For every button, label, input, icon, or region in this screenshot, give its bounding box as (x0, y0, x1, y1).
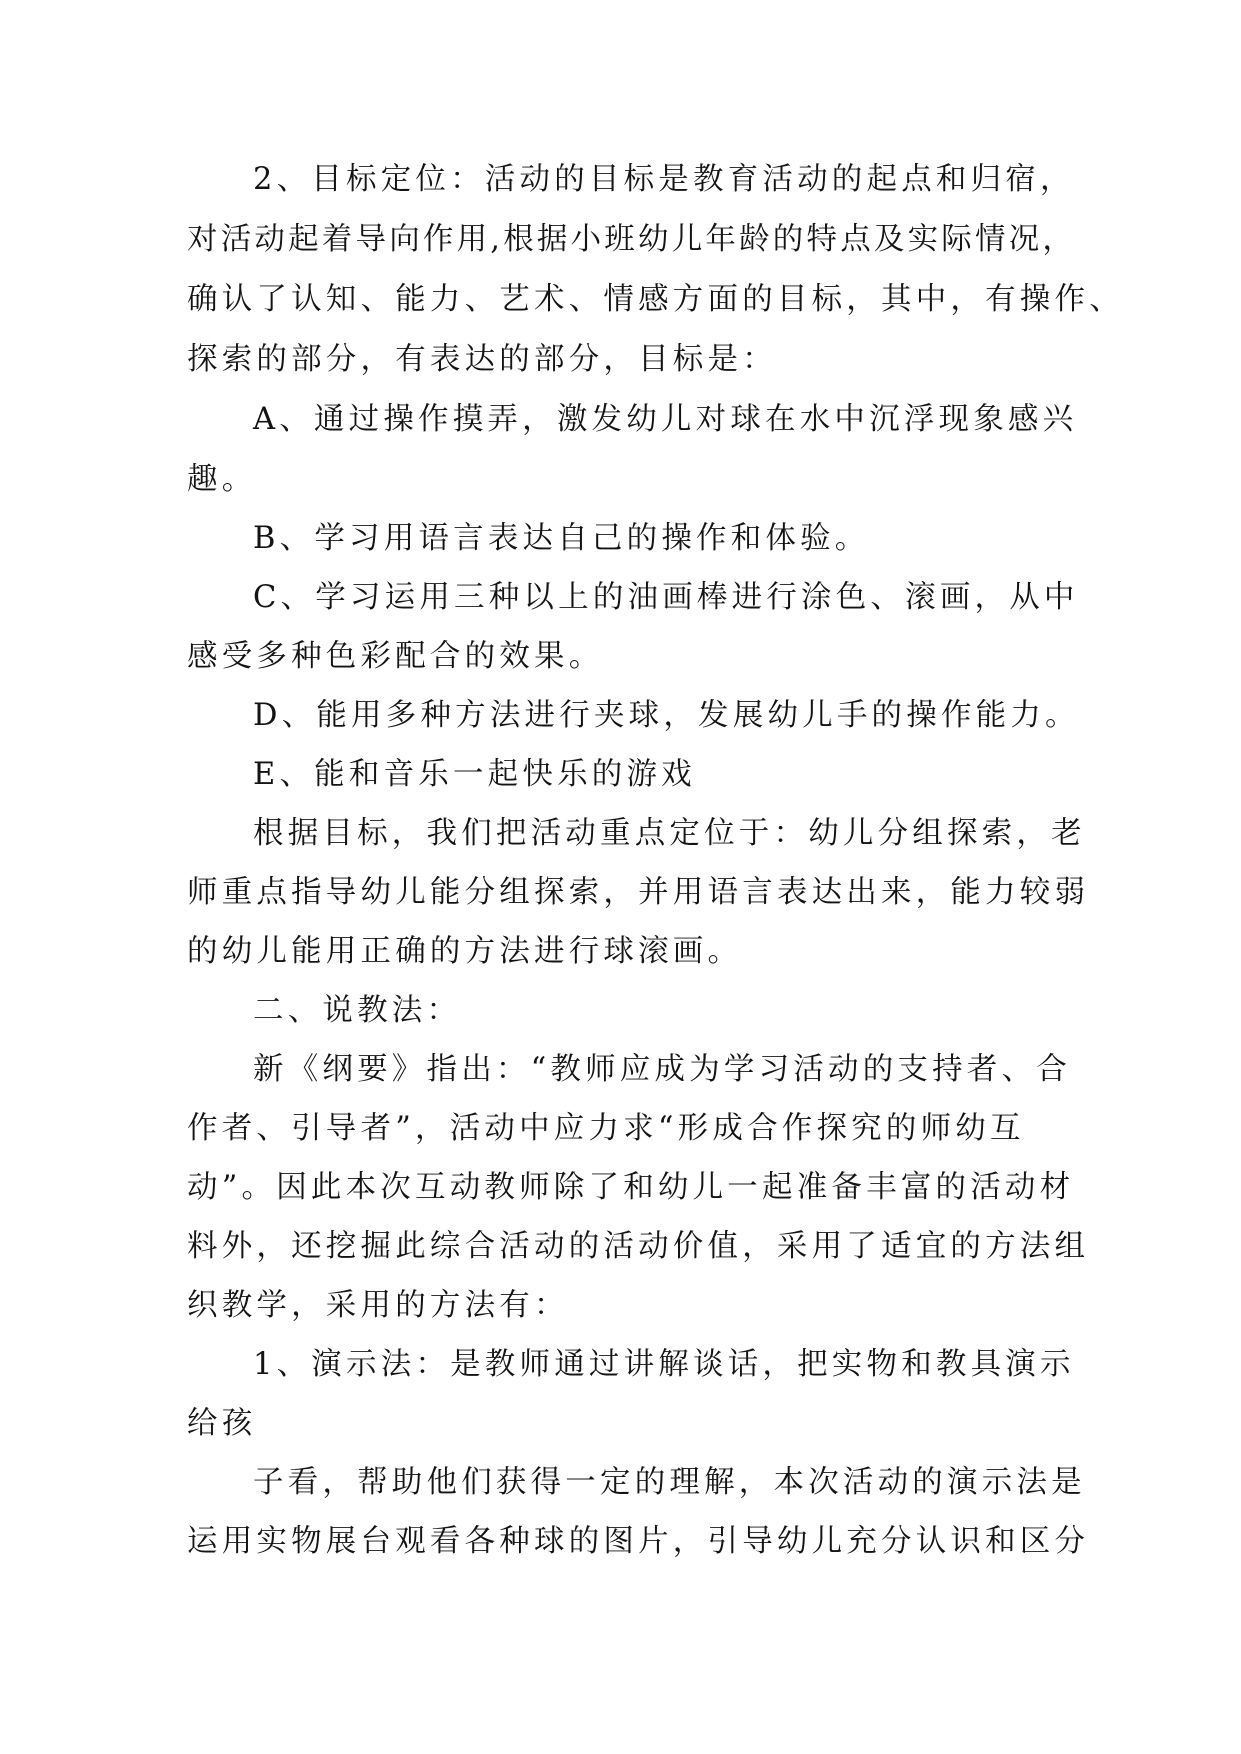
text-line: 师重点指导幼儿能分组探索，并用语言表达出来，能力较弱 (187, 875, 1090, 910)
text-line: 新《纲要》指出：“教师应成为学习活动的支持者、合 (253, 1052, 1071, 1087)
text-line: C、学习运用三种以上的油画棒进行涂色、滚画，从中 (253, 580, 1079, 615)
text-line: 给孩 (187, 1406, 257, 1441)
text-line: E、能和音乐一起快乐的游戏 (253, 757, 696, 792)
text-line: 二、说教法： (253, 993, 462, 1028)
text-line: 的幼儿能用正确的方法进行球滚画。 (187, 934, 743, 969)
text-line: 织教学，采用的方法有： (187, 1288, 569, 1323)
text-line: B、学习用语言表达自己的操作和体验。 (253, 521, 870, 556)
text-line: 对活动起着导向作用,根据小班幼儿年龄的特点及实际情况， (187, 222, 1077, 257)
text-line: 1、演示法：是教师通过讲解谈话，把实物和教具演示 (253, 1347, 1075, 1382)
text-line: 2、目标定位：活动的目标是教育活动的起点和归宿， (253, 162, 1075, 197)
text-line: 根据目标，我们把活动重点定位于：幼儿分组探索，老 (253, 816, 1086, 851)
text-line: 动”。因此本次互动教师除了和幼儿一起准备丰富的活动材 (187, 1170, 1075, 1205)
text-line: 料外，还挖掘此综合活动的活动价值，采用了适宜的方法组 (187, 1229, 1090, 1264)
text-line: D、能用多种方法进行夹球，发展幼儿手的操作能力。 (253, 698, 1080, 733)
text-line: 探索的部分，有表达的部分，目标是： (187, 342, 777, 377)
text-line: 趣。 (187, 462, 257, 497)
text-line: 作者、引导者”，活动中应力求“形成合作探究的师幼互 (187, 1111, 1025, 1146)
text-line: A、通过操作摸弄，激发幼儿对球在水中沉浮现象感兴 (253, 402, 1078, 437)
text-line: 子看，帮助他们获得一定的理解，本次活动的演示法是 (253, 1465, 1086, 1500)
text-line: 感受多种色彩配合的效果。 (187, 639, 604, 674)
text-line: 运用实物展台观看各种球的图片，引导幼儿充分认识和区分 (187, 1524, 1090, 1559)
text-line: 确认了认知、能力、艺术、情感方面的目标，其中，有操作、 (187, 282, 1124, 317)
